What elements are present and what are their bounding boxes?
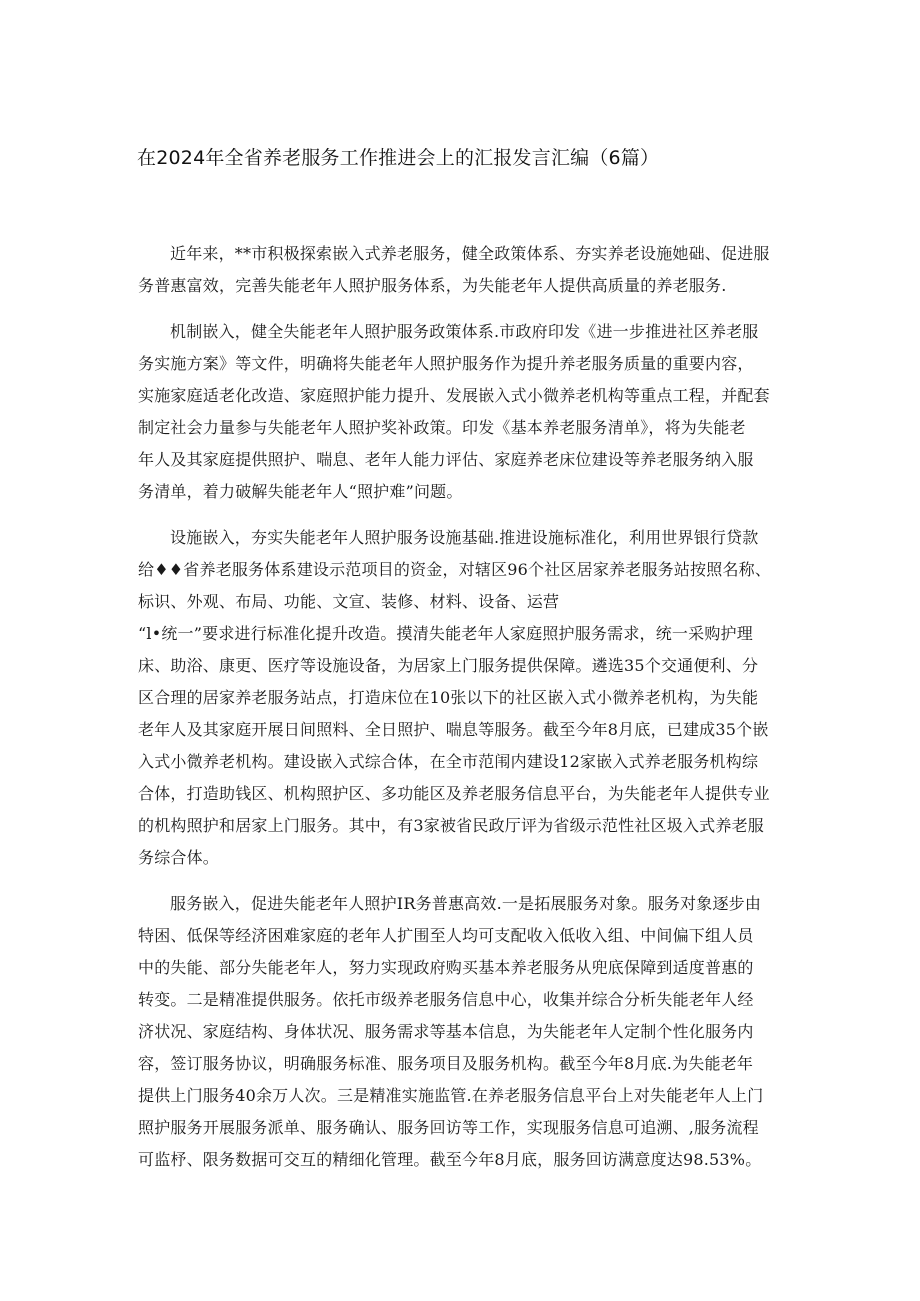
text-line: 务清单，着力破解失能老年人“照护难”问题。 [138, 482, 463, 501]
text-line: 给♦♦省养老服务体系建设示范项目的资金，对辖区96个社区居家养老服务站按照名称、 [138, 560, 772, 579]
text-line: 合体，打造助钱区、机构照护区、多功能区及养老服务信息平台，为失能老年人提供专业 [138, 784, 770, 803]
text-line: 提供上门服务40余万人次。三是精准实施监管.在养老服务信息平台上对失能老年人上门 [138, 1086, 764, 1105]
text-line: 近年来，**市积极探索嵌入式养老服务，健全政策体系、夯实养老设施她础、促进服 [170, 244, 770, 263]
text-line: 机制嵌入，健全失能老年人照护服务政策体系.市政府印发《进一步推进社区养老服 [170, 322, 759, 341]
text-line: 务普惠富效，完善失能老年人照护服务体系，为失能老年人提供高质量的养老服务. [138, 276, 727, 295]
text-line: 容，签订服务协议，明确服务标准、服务项目及服务机构。截至今年8月底.为失能老年 [138, 1054, 754, 1073]
text-line: 区合理的居家养老服务站点，打造床位在10张以下的社区嵌入式小微养老机构，为失能 [138, 688, 759, 707]
text-line: 中的失能、部分失能老年人，努力实现政府购买基本养老服务从兜底保障到适度普惠的 [138, 958, 754, 977]
paragraph-facilities [138, 522, 783, 874]
text-line: 照护服务开展服务派单、服务确认、服务回访等工作，实现服务信息可追溯、,服务流程 [138, 1118, 759, 1137]
text-line: 特困、低保等经济困难家庭的老年人扩围至人均可支配收入低收入组、中间偏下组人员 [138, 926, 754, 945]
text-line: 服务嵌入，促进失能老年人照护IR务普惠高效.一是拓展服务对象。服务对象逐步由 [170, 894, 762, 913]
text-line: 的机构照护和居家上门服务。其中，有3家被省民政厅评为省级示范性社区圾入式养老服 [138, 816, 764, 835]
text-line: 济状况、家庭结构、身体状况、服务需求等基本信息，为失能老年人定制个性化服务内 [138, 1022, 754, 1041]
text-line: 制定社会力量参与失能老年人照护奖补政策。印发《基本养老服务清单》，将为失能老 [138, 418, 746, 437]
document-title: 在2024年全省养老服务工作推进会上的汇报发言汇编（6篇） [137, 147, 660, 169]
text-line: 务综合体。 [138, 848, 220, 867]
text-line: 转变。二是精准提供服务。依托市级养老服务信息中心，收集并综合分析失能老年人经 [138, 990, 754, 1009]
text-line: 设施嵌入，夯实失能老年人照护服务设施基础.推进设施标准化，利用世界银行贷款 [170, 528, 759, 547]
document-body [138, 238, 783, 1190]
paragraph-intro [138, 238, 783, 302]
text-line: 入式小微养老机构。建设嵌入式综合体，在全市范闱内建设12家嵌入式养老服务机构综 [138, 752, 759, 771]
text-line: 务实施方案》等文件，明确将失能老年人照护服务作为提升养老服务质量的重要内容， [138, 354, 754, 373]
text-line: 可监杼、限务数据可交互的精细化管理。截至今年8月底，服务回访满意度达98.53%。 [138, 1150, 762, 1169]
paragraph-mechanism [138, 316, 783, 508]
text-line: 老年人及其家庭开展日间照料、全日照护、喘息等服务。截至今年8月底，已建成35个嵌 [138, 720, 769, 739]
text-line: 床、助浴、康更、医疗等设施设备，为居家上门服务提供保障。遴选35个交通便利、分 [138, 656, 759, 675]
text-line: 实施家庭适老化改造、家庭照护能力提升、发展嵌入式小微养老机构等重点工程，并配套 [138, 386, 770, 405]
text-line: 年人及其家庭提供照护、喘息、老年人能力评估、家庭养老床位建设等养老服务纳入服 [138, 450, 754, 469]
text-line: 标识、外观、布局、功能、文宣、装修、材料、设备、运营 [138, 592, 560, 611]
text-line: “l•统一”要求进行标准化提升改造。摸清失能老年人家庭照护服务需求，统一采购护理 [138, 624, 753, 643]
paragraph-services [138, 888, 783, 1176]
